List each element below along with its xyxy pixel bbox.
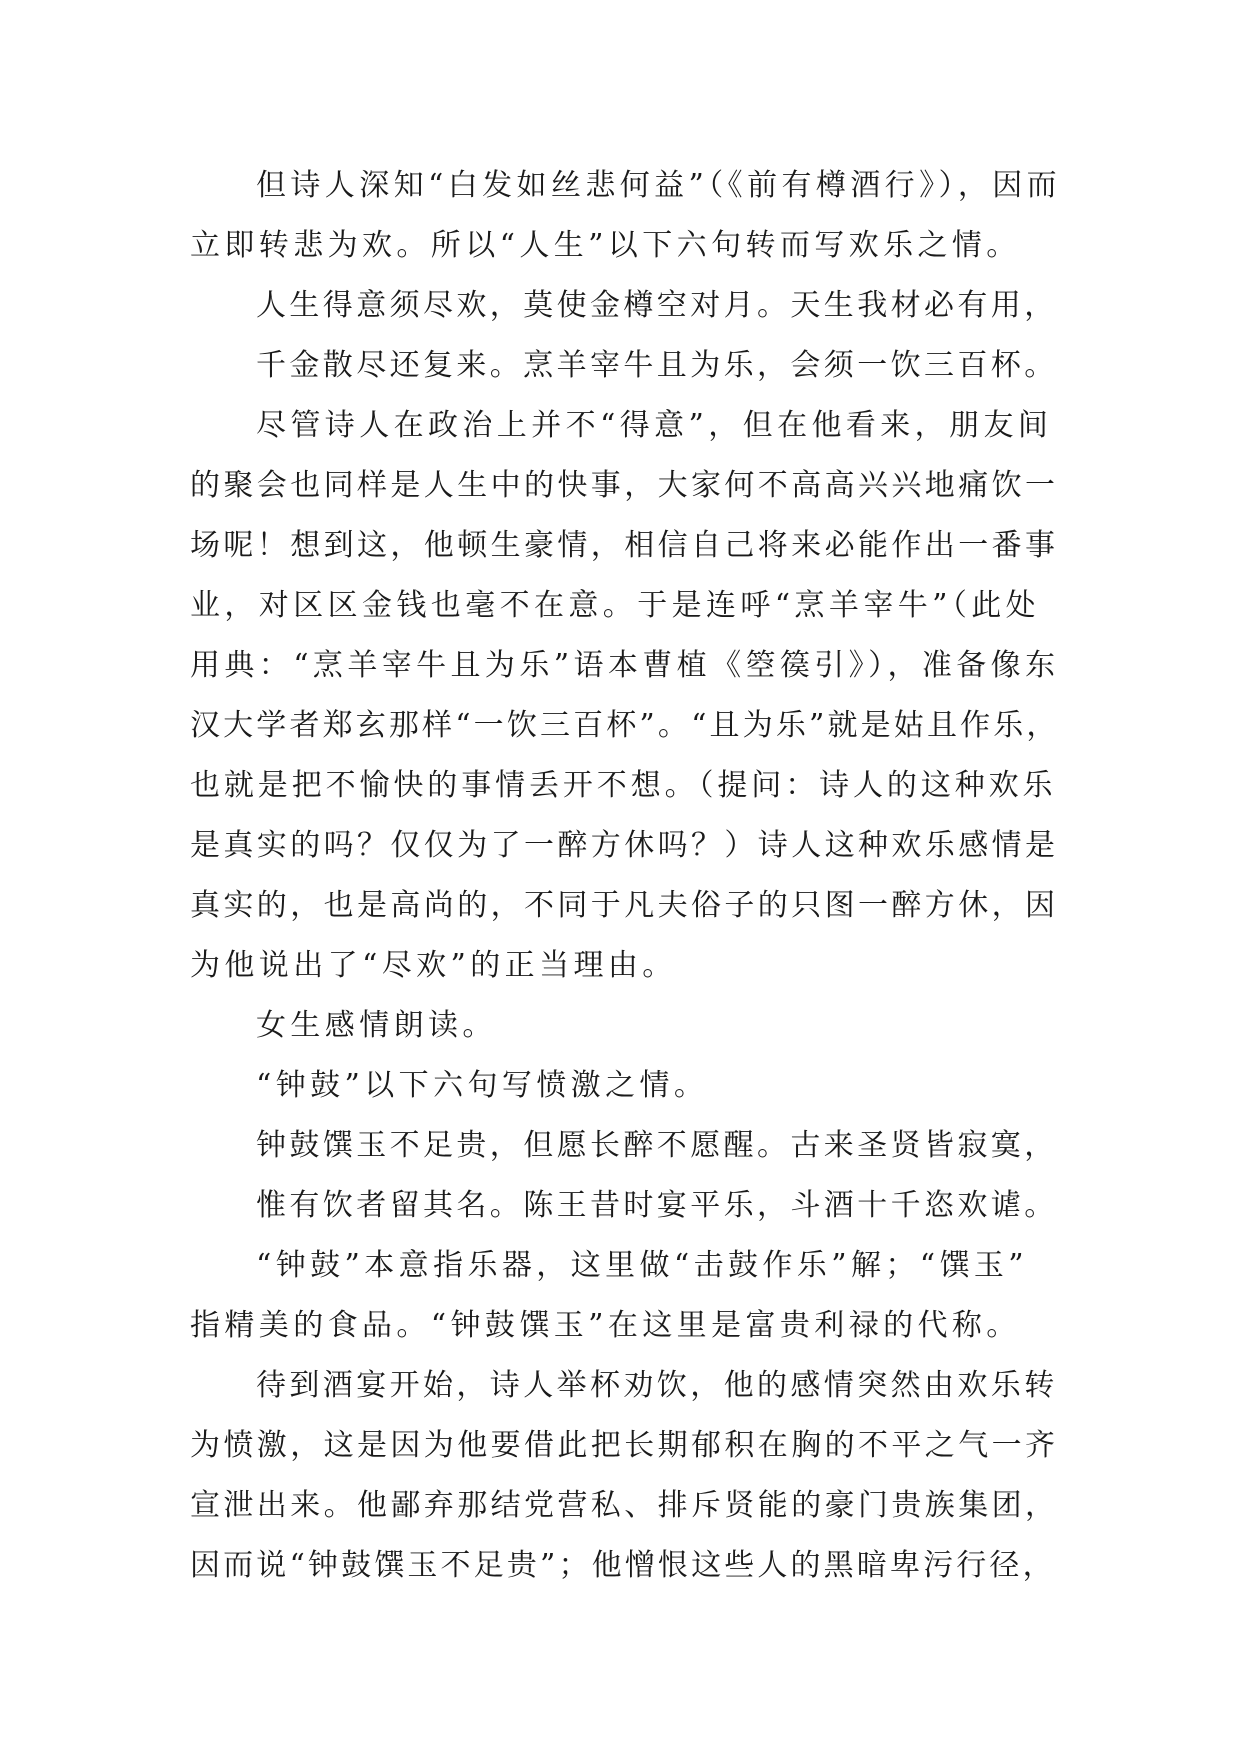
text-line: 真实的，也是高尚的，不同于凡夫俗子的只图一醉方休，因 (190, 888, 1059, 923)
text-line: 立即转悲为欢。所以“人生”以下六句转而写欢乐之情。 (190, 228, 1021, 263)
text-line: 尽管诗人在政治上并不“得意”，但在他看来，朋友间 (256, 408, 1053, 443)
text-line: 待到酒宴开始，诗人举杯劝饮，他的感情突然由欢乐转 (256, 1368, 1058, 1403)
text-line: 指精美的食品。“钟鼓馔玉”在这里是富贵利禄的代称。 (190, 1308, 1021, 1343)
text-line: 用典：“烹羊宰牛且为乐”语本曹植《箜篌引》），准备像东 (190, 648, 1060, 683)
text-line: 为愤激，这是因为他要借此把长期郁积在胸的不平之气一齐 (190, 1428, 1059, 1463)
text-line: 场呢！想到这，他顿生豪情，相信自己将来必能作出一番事 (190, 528, 1059, 563)
poem-line: 人生得意须尽欢，莫使金樽空对月。天生我材必有用， (256, 288, 1058, 323)
text-line: 是真实的吗？仅仅为了一醉方休吗？）诗人这种欢乐感情是 (190, 828, 1059, 863)
text-line: 的聚会也同样是人生中的快事，大家何不高高兴兴地痛饮一 (190, 468, 1059, 503)
text-line: “钟鼓”本意指乐器，这里做“击鼓作乐”解；“馔玉” (256, 1248, 1029, 1283)
text-line: 女生感情朗读。 (256, 1008, 497, 1043)
poem-line: 千金散尽还复来。烹羊宰牛且为乐，会须一饮三百杯。 (256, 348, 1058, 383)
text-line: 因而说“钟鼓馔玉不足贵”；他憎恨这些人的黑暗卑污行径， (190, 1548, 1056, 1583)
text-line: 为他说出了“尽欢”的正当理由。 (190, 948, 677, 983)
text-line: “钟鼓”以下六句写愤激之情。 (256, 1068, 709, 1103)
text-line: 但诗人深知“白发如丝悲何益”（《前有樽酒行》），因而 (256, 168, 1062, 203)
poem-line: 钟鼓馔玉不足贵，但愿长醉不愿醒。古来圣贤皆寂寞， (256, 1128, 1058, 1163)
poem-line: 惟有饮者留其名。陈王昔时宴平乐，斗酒十千恣欢谑。 (256, 1188, 1058, 1223)
text-line: 业，对区区金钱也毫不在意。于是连呼“烹羊宰牛”（此处 (190, 588, 1041, 623)
text-line: 宣泄出来。他鄙弃那结党营私、排斥贤能的豪门贵族集团， (190, 1488, 1059, 1523)
text-line: 也就是把不愉快的事情丢开不想。（提问：诗人的这种欢乐 (190, 768, 1057, 803)
text-line: 汉大学者郑玄那样“一饮三百杯”。“且为乐”就是姑且作乐， (190, 708, 1060, 743)
